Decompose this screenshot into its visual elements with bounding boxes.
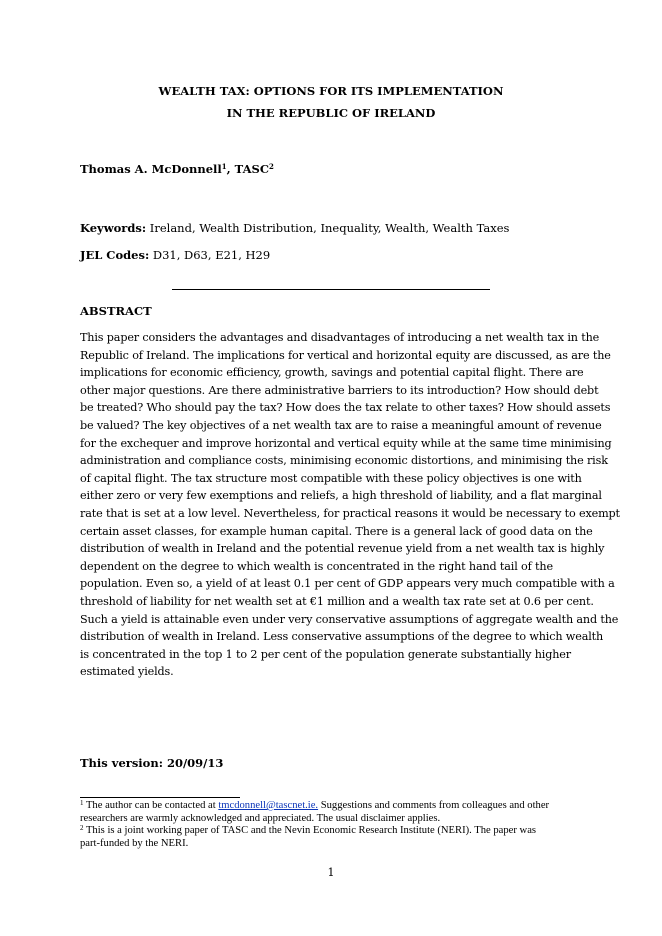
abstract-line: administration and compliance costs, minimising economic distortions, and minimising the risk: [80, 454, 608, 468]
author-organization: TASC: [234, 162, 269, 176]
keywords-value: Ireland, Wealth Distribution, Inequality, Wealth, Wealth Taxes: [146, 221, 510, 235]
footnotes: [80, 800, 582, 850]
footnote-2-line-2: part-funded by the NERI.: [80, 837, 189, 849]
footnote-marker-1[interactable]: 1: [221, 162, 227, 171]
title-line-2: IN THE REPUBLIC OF IRELAND: [226, 106, 436, 120]
abstract-line: This paper considers the advantages and disadvantages of introducing a net wealth tax in the: [80, 331, 600, 344]
jel-codes-label: JEL Codes:: [80, 248, 150, 262]
footnote-1-prefix: The author can be contacted at: [83, 800, 219, 811]
footnote-2-text: This is a joint working paper of TASC and the Nevin Economic Research Institute (NERI). The paper was: [83, 825, 537, 836]
footnote-1: [80, 800, 582, 813]
footnote-2-mark: 2: [80, 824, 84, 832]
abstract-line: dependent on the degree to which wealth is concentrated in the right hand tail of the: [80, 559, 553, 573]
abstract-line: distribution of wealth in Ireland. Less conservative assumptions of the degree to which wealth: [80, 630, 604, 644]
abstract-line: rate that is set at a low level. Nevertheless, for practical reasons it would be necessary to exempt: [80, 506, 620, 520]
abstract-line: for the exchequer and improve horizontal and vertical equity while at the same time minimising: [80, 436, 612, 450]
abstract-line: is concentrated in the top 1 to 2 per cent of the population generate substantially higher: [80, 647, 571, 661]
abstract-line: be treated? Who should pay the tax? How does the tax relate to other taxes? How should assets: [80, 401, 611, 415]
abstract-body: [80, 329, 620, 681]
abstract-line: either zero or very few exemptions and reliefs, a high threshold of liability, and a flat marginal: [80, 489, 602, 503]
abstract-line: certain asset classes, for example human capital. There is a general lack of good data on the: [80, 524, 593, 538]
footnote-rule: [80, 797, 240, 798]
abstract-line: be valued? The key objectives of a net wealth tax are to raise a meaningful amount of revenue: [80, 418, 602, 432]
abstract-line: Republic of Ireland. The implications for vertical and horizontal equity are discussed, as are the: [80, 348, 611, 362]
author-email-link[interactable]: tmcdonnell@tascnet.ie.: [218, 800, 319, 811]
section-divider: [172, 289, 490, 290]
author-name: Thomas A. McDonnell: [80, 162, 222, 176]
paper-title: [80, 80, 582, 124]
abstract-line: distribution of wealth in Ireland and the potential revenue yield from a net wealth tax is highly: [80, 542, 605, 556]
abstract-line: Such a yield is attainable even under very conservative assumptions of aggregate wealth and the: [80, 612, 619, 626]
footnote-1-line-2: researchers are warmly acknowledged and appreciated. The usual disclaimer applies.: [80, 812, 441, 824]
version-date: This version: 20/09/13: [80, 756, 224, 770]
abstract-line: implications for economic efficiency, growth, savings and potential capital flight. There are: [80, 366, 584, 380]
jel-codes-line: [80, 246, 270, 264]
abstract-line: of capital flight. The tax structure most compatible with these policy objectives is one with: [80, 471, 582, 485]
footnote-1-mark: 1: [80, 799, 84, 807]
author-separator: ,: [226, 162, 235, 176]
jel-codes-value: D31, D63, E21, H29: [149, 248, 271, 262]
page-number: 1: [327, 866, 335, 879]
title-line-1: WEALTH TAX: OPTIONS FOR ITS IMPLEMENTATION: [158, 84, 504, 98]
abstract-line: other major questions. Are there administrative barriers to its introduction? How should debt: [80, 383, 599, 397]
abstract-line: threshold of liability for net wealth set at €1 million and a wealth tax rate set at 0.6 per cent.: [80, 594, 594, 608]
footnote-marker-2[interactable]: 2: [268, 162, 274, 171]
footnote-2: [80, 825, 582, 838]
author-line: [80, 160, 274, 178]
abstract-line: estimated yields.: [80, 665, 174, 679]
keywords-label: Keywords:: [80, 221, 147, 235]
keywords-line: [80, 219, 509, 237]
abstract-line: population. Even so, a yield of at least 0.1 per cent of GDP appears very much compatible with a: [80, 577, 615, 591]
footnote-1-rest: Suggestions and comments from colleagues and other: [318, 800, 550, 811]
abstract-heading: ABSTRACT: [80, 304, 152, 318]
